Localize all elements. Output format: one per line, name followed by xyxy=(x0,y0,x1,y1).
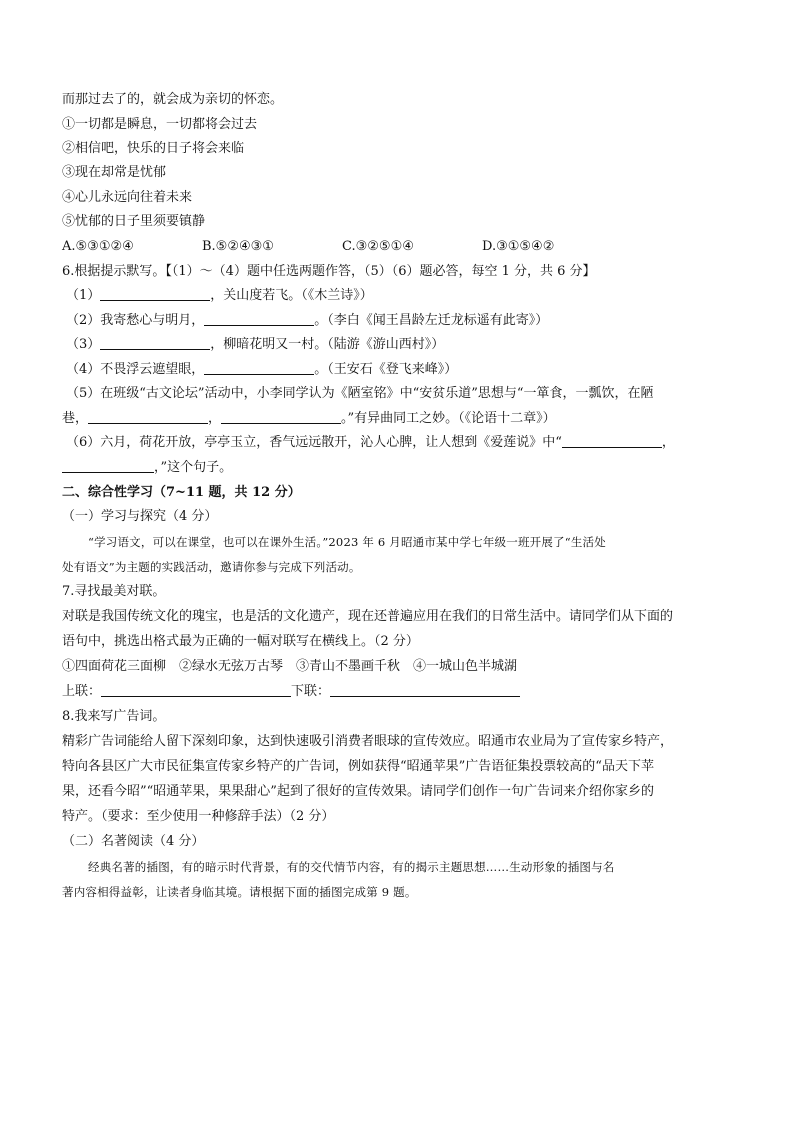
reading-intro-line1: 经典名著的插图，有的暗示时代背景，有的交代情节内容，有的揭示主题思想……生动形象的插图与名 xyxy=(88,860,615,874)
blank-q6-6b[interactable] xyxy=(62,458,154,473)
activity-intro-line1: “学习语文，可以在课堂，也可以在课外生活。”2023 年 6 月昭通市某中学七年级一班开展了“生活处 xyxy=(88,535,606,549)
sentence-3: ③现在却常是忧郁 xyxy=(62,165,167,180)
question-6-title: 6.根据提示默写。【（1）～（4）题中任选两题作答，（5）（6）题必答，每空 1 分，共 6 分】 xyxy=(62,264,596,279)
q8-text-line1: 精彩广告词能给人留下深刻印象，达到快速吸引消费者眼球的宣传效应。昭通市农业局为了宣传家乡特产， xyxy=(62,734,674,749)
blank-q6-5a[interactable] xyxy=(88,409,208,424)
blank-q6-6a[interactable] xyxy=(562,433,662,448)
choice-row xyxy=(62,237,554,257)
sentence-1: ①一切都是瞬息，一切都将会过去 xyxy=(62,117,258,132)
sentence-4: ④心儿永远向往着未来 xyxy=(62,190,193,205)
option-c[interactable]: C.③②⑤①④ xyxy=(342,239,414,254)
blank-q6-5b[interactable] xyxy=(221,409,341,424)
blank-q6-2[interactable] xyxy=(204,311,314,326)
q6-item-6-line1 xyxy=(66,433,675,453)
q6-4-prefix: （4）不畏浮云遮望眼， xyxy=(66,362,205,377)
section-2-heading: 二、综合性学习（7~11 题，共 12 分） xyxy=(62,485,301,500)
q6-2-prefix: （2）我寄愁心与明月， xyxy=(66,313,205,328)
subsection-1-heading: （一）学习与探究（4 分） xyxy=(62,509,218,524)
q6-item-4 xyxy=(66,360,457,380)
sentence-5: ⑤忧郁的日子里须要镇静 xyxy=(62,214,206,229)
q6-item-5-line1: （5）在班级“古文论坛”活动中，小李同学认为《陋室铭》中“安贫乐道”思想与“一箪食，一瓢饮，在陋 xyxy=(66,386,654,401)
blank-q6-4[interactable] xyxy=(204,360,314,375)
q6-item-1 xyxy=(66,286,373,306)
upper-couplet-blank[interactable] xyxy=(101,682,291,697)
poem-line: 而那过去了的，就会成为亲切的怀恋。 xyxy=(62,92,284,107)
q6-item-3 xyxy=(66,335,444,355)
q6-2-suffix: 。（李白《闻王昌龄左迁龙标遥有此寄》） xyxy=(314,313,549,328)
q6-1-suffix: ，关山度若飞。（《木兰诗》） xyxy=(210,288,373,303)
q7-text-line1: 对联是我国传统文化的瑰宝，也是活的文化遗产，现在还普遍应用在我们的日常生活中。请同学们从下面的 xyxy=(62,609,674,624)
q8-text-line2: 特向各县区广大市民征集宣传家乡特产的广告词，例如获得“昭通苹果”广告语征集投票较高的“品天下苹 xyxy=(62,759,654,774)
q8-text-line3: 果，还看今昭”“昭通苹果，果果甜心”起到了很好的宣传效果。请同学们创作一句广告词来介绍你家乡的 xyxy=(62,784,654,799)
upper-couplet-label: 上联： xyxy=(62,684,102,699)
option-d[interactable]: D.③①⑤④② xyxy=(482,239,555,254)
option-a[interactable]: A.⑤③①②④ xyxy=(62,239,134,254)
q6-3-suffix: ，柳暗花明又一村。（陆游《游山西村》） xyxy=(210,337,445,352)
sentence-2: ②相信吧，快乐的日子将会来临 xyxy=(62,141,245,156)
blank-q6-1[interactable] xyxy=(100,286,210,301)
q6-5-prefix: 巷， xyxy=(62,411,89,426)
q7-answer-row xyxy=(62,682,520,702)
q7-text-line2: 语句中，挑选出格式最为正确的一幅对联写在横线上。（2 分） xyxy=(62,634,419,649)
q6-6-prefix: （6）六月，荷花开放，亭亭玉立，香气远远散开，沁人心脾，让人想到《爱莲说》中“ xyxy=(66,435,562,450)
q7-options: ①四面荷花三面柳 ②绿水无弦万古琴 ③青山不墨画千秋 ④一城山色半城湖 xyxy=(62,659,518,674)
lower-couplet-blank[interactable] xyxy=(330,682,520,697)
question-7-title: 7.寻找最美对联。 xyxy=(62,584,166,599)
q6-6-suffix: ，”这个句子。 xyxy=(154,460,233,475)
q6-4-suffix: 。（王安石《登飞来峰》） xyxy=(314,362,458,377)
q6-6-comma: ， xyxy=(661,435,675,450)
blank-q6-3[interactable] xyxy=(100,335,210,350)
q6-item-6-line2 xyxy=(62,458,232,478)
subsection-2-heading: （二）名著阅读（4 分） xyxy=(62,834,205,849)
q6-1-prefix: （1） xyxy=(66,288,101,303)
option-b[interactable]: B.⑤②④③① xyxy=(202,239,274,254)
activity-intro-line2: 处有语文”为主题的实践活动，邀请你参与完成下列活动。 xyxy=(62,560,361,574)
reading-intro-line2: 著内容相得益彰，让读者身临其境。请根据下面的插图完成第 9 题。 xyxy=(62,885,417,899)
q6-3-prefix: （3） xyxy=(66,337,101,352)
q6-5-comma: ， xyxy=(208,411,222,426)
q6-item-2 xyxy=(66,311,548,331)
question-8-title: 8.我来写广告词。 xyxy=(62,709,166,724)
q6-item-5-line2 xyxy=(62,409,556,429)
q6-5-suffix: 。”有异曲同工之妙。（《论语十二章》） xyxy=(341,411,556,426)
q8-text-line4: 特产。（要求：至少使用一种修辞手法）（2 分） xyxy=(62,809,335,824)
lower-couplet-label: 下联： xyxy=(291,684,331,699)
